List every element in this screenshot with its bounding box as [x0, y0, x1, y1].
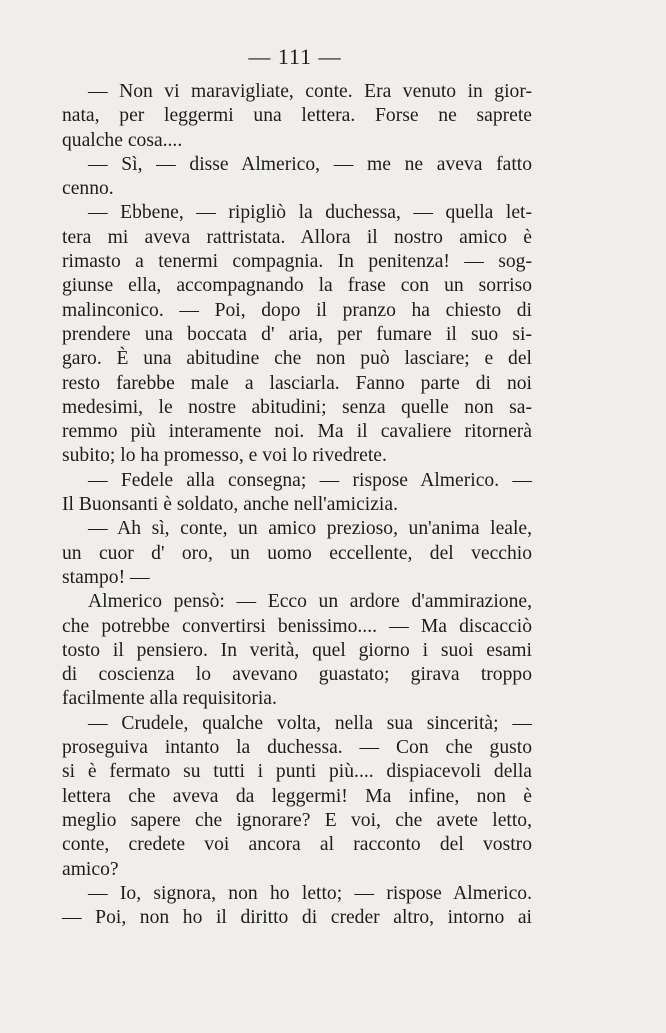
- text-line: giunse ella, accompagnando la frase con un sorriso: [62, 275, 532, 297]
- text-line: proseguiva intanto la duchessa. — Con che gusto: [62, 737, 532, 759]
- text-line: si è fermato su tutti i punti più.... dispiacevoli della: [62, 761, 532, 783]
- page-number: — 111 —: [248, 44, 342, 69]
- text-line: qualche cosa....: [62, 129, 183, 151]
- text-line: un cuor d' oro, un uomo eccellente, del vecchio: [62, 542, 532, 564]
- text-line: di coscienza lo avevano guastato; girava troppo: [62, 664, 532, 686]
- text-line: medesimi, le nostre abitudini; senza quelle non sa-: [62, 396, 532, 418]
- body-text: [62, 80, 532, 930]
- text-line: — Crudele, qualche volta, nella sua sincerità; —: [88, 712, 532, 734]
- text-line: — Non vi maravigliate, conte. Era venuto in gior-: [88, 81, 532, 102]
- text-line: rimasto a tenermi compagnia. In penitenza! — sog-: [62, 251, 532, 273]
- text-line: — Ah sì, conte, un amico prezioso, un'anima leale,: [88, 518, 532, 540]
- text-line: — Ebbene, — ripigliò la duchessa, — quella let-: [88, 202, 532, 224]
- text-line: facilmente alla requisitoria.: [62, 688, 277, 710]
- text-line: malinconico. — Poi, dopo il pranzo ha chiesto di: [62, 299, 532, 321]
- text-line: amico?: [62, 858, 119, 880]
- text-line: Almerico pensò: — Ecco un ardore d'ammirazione,: [88, 591, 532, 613]
- text-line: — Sì, — disse Almerico, — me ne aveva fatto: [88, 153, 532, 175]
- text-line: garo. È una abitudine che non può lasciare; e del: [62, 348, 532, 370]
- text-line: subito; lo ha promesso, e voi lo rivedrete.: [62, 445, 387, 467]
- text-line: — Poi, non ho il diritto di creder altro, intorno ai: [62, 907, 532, 929]
- text-line: che potrebbe convertirsi benissimo.... — Ma discacciò: [62, 615, 532, 637]
- text-line: — Io, signora, non ho letto; — rispose Almerico.: [88, 882, 532, 904]
- text-line: cenno.: [62, 178, 114, 200]
- text-line: stampo! —: [62, 566, 150, 588]
- text-line: Il Buonsanti è soldato, anche nell'amicizia.: [62, 494, 398, 516]
- text-line: remmo più interamente noi. Ma il cavaliere ritornerà: [62, 421, 532, 443]
- text-line: tera mi aveva rattristata. Allora il nostro amico è: [62, 226, 532, 248]
- text-line: meglio sapere che ignorare? E voi, che avete letto,: [62, 809, 532, 831]
- text-line: prendere una boccata d' aria, per fumare il suo si-: [62, 323, 532, 345]
- text-line: resto farebbe male a lasciarla. Fanno parte di noi: [62, 372, 532, 394]
- text-line: lettera che aveva da leggermi! Ma infine, non è: [62, 785, 532, 807]
- text-line: — Fedele alla consegna; — rispose Almerico. —: [88, 469, 532, 491]
- text-line: conte, credete voi ancora al racconto del vostro: [62, 834, 532, 856]
- text-line: tosto il pensiero. In verità, quel giorno i suoi esami: [62, 639, 532, 661]
- text-line: nata, per leggermi una lettera. Forse ne saprete: [62, 105, 532, 127]
